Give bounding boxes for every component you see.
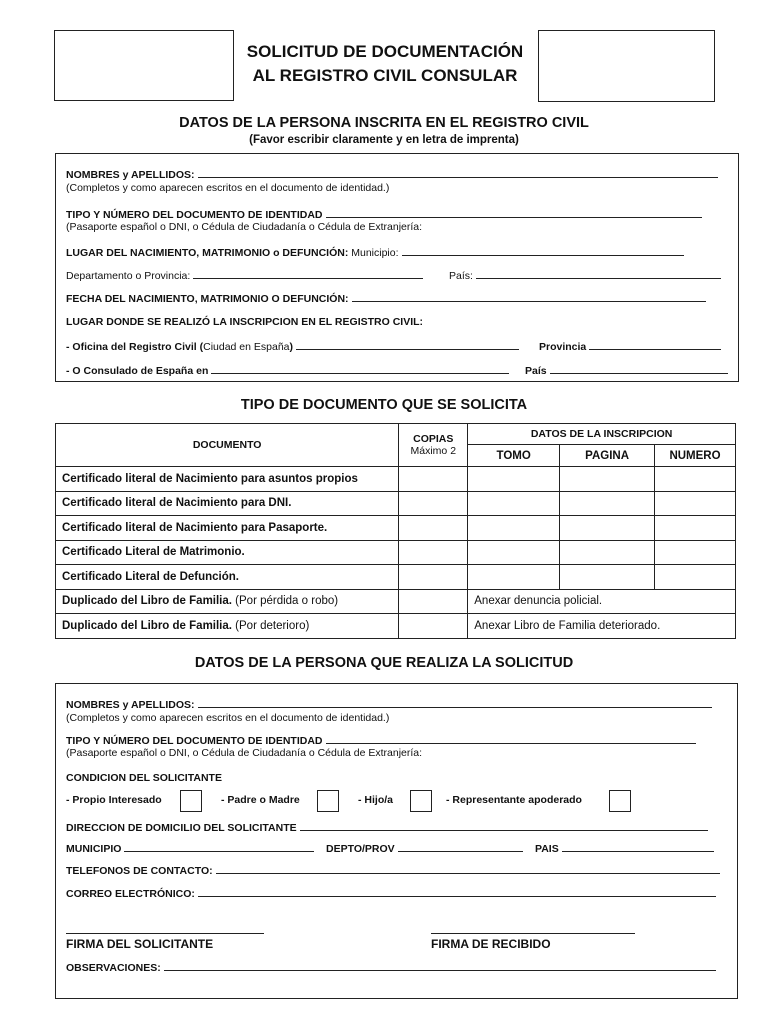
row-tomo-cell[interactable] (468, 516, 560, 541)
row-pagina-cell[interactable] (560, 565, 655, 590)
col-tomo: TOMO (468, 445, 560, 467)
header-left-box (54, 30, 234, 101)
row-pagina-cell[interactable] (560, 491, 655, 516)
table-row (56, 540, 736, 565)
firma-recibido-line[interactable] (431, 933, 635, 934)
s3-depto-label: DEPTO/PROV (326, 843, 395, 855)
row-numero-cell[interactable] (655, 540, 736, 565)
s3-condicion-label: CONDICION DEL SOLICITANTE (66, 772, 222, 784)
s1-tipo-doc-field[interactable] (326, 208, 702, 218)
s3-observaciones-field[interactable] (164, 961, 716, 971)
row-tomo-cell[interactable] (468, 491, 560, 516)
s3-tipo-doc-label: TIPO Y NÚMERO DEL DOCUMENTO DE IDENTIDAD (66, 735, 323, 747)
checkbox-hijo[interactable] (410, 790, 432, 812)
s3-nombres-label: NOMBRES y APELLIDOS: (66, 699, 195, 711)
s3-correo-label: CORREO ELECTRÓNICO: (66, 888, 195, 900)
col-copias-sub: Máximo 2 (410, 445, 457, 457)
row-doc-name (56, 589, 399, 614)
dup2-annex: Anexar Libro de Familia deteriorado. (468, 614, 736, 639)
section3-title: DATOS DE LA PERSONA QUE REALIZA LA SOLICITUD (194, 655, 574, 671)
col-pagina: PAGINA (560, 445, 655, 467)
s3-firma-solicitante: FIRMA DEL SOLICITANTE (66, 937, 214, 951)
col-documento: DOCUMENTO (56, 424, 399, 467)
row-pagina-cell[interactable] (560, 467, 655, 492)
col-copias-label: COPIAS (413, 433, 454, 445)
row-copias-cell[interactable] (399, 540, 468, 565)
row-copias-cell[interactable] (399, 614, 468, 639)
table-row (56, 589, 736, 614)
checkbox-propio-interesado[interactable] (180, 790, 202, 812)
s1-pais-label: País: (449, 270, 473, 282)
s3-telefonos-field[interactable] (216, 864, 720, 874)
row-copias-cell[interactable] (399, 491, 468, 516)
s1-oficina-field[interactable] (296, 340, 519, 350)
s1-oficina-close: ) (289, 341, 294, 353)
s1-consulado-field[interactable] (211, 364, 509, 374)
dup1-name: Duplicado del Libro de Familia. (62, 595, 232, 608)
row-doc-name: Certificado literal de Nacimiento para Pasaporte. (56, 516, 399, 541)
row-tomo-cell[interactable] (468, 565, 560, 590)
s3-firma-recibido: FIRMA DE RECIBIDO (431, 937, 551, 951)
row-doc-name: Certificado Literal de Matrimonio. (56, 540, 399, 565)
row-doc-name (56, 614, 399, 639)
dup1-note: (Por pérdida o robo) (235, 595, 339, 608)
row-pagina-cell[interactable] (560, 516, 655, 541)
s1-tipo-doc-label: TIPO Y NÚMERO DEL DOCUMENTO DE IDENTIDAD (66, 209, 323, 221)
s3-telefonos-label: TELEFONOS DE CONTACTO: (66, 865, 213, 877)
row-pagina-cell[interactable] (560, 540, 655, 565)
s3-observaciones-label: OBSERVACIONES: (66, 962, 161, 974)
s3-opt-representante: - Representante apoderado (446, 794, 582, 806)
s3-direccion-label: DIRECCION DE DOMICILIO DEL SOLICITANTE (66, 822, 297, 834)
s3-pais-label: PAIS (535, 843, 559, 855)
col-numero: NUMERO (655, 445, 736, 467)
form-title (234, 40, 536, 88)
s1-pais-field[interactable] (476, 269, 721, 279)
section3-frame (55, 683, 738, 999)
firma-solicitante-line[interactable] (66, 933, 264, 934)
s1-municipio-label: Municipio: (351, 247, 399, 259)
s1-pais2-label: País (525, 365, 547, 377)
dup2-name: Duplicado del Libro de Familia. (62, 619, 232, 632)
s1-consulado-label: - O Consulado de España en (66, 365, 209, 377)
s3-nombres-field[interactable] (198, 698, 712, 708)
s1-departamento-label: Departamento o Provincia: (66, 270, 191, 282)
document-table (55, 423, 736, 639)
s1-nombres-note: (Completos y como aparecen escritos en el documento de identidad.) (66, 182, 390, 194)
row-doc-name: Certificado literal de Nacimiento para asuntos propios (56, 467, 399, 492)
s3-depto-field[interactable] (398, 842, 523, 852)
s1-provincia-label: Provincia (539, 341, 587, 353)
table-row (56, 491, 736, 516)
s1-municipio-field[interactable] (402, 246, 684, 256)
dup2-note: (Por deterioro) (235, 619, 310, 632)
s3-opt-padre: - Padre o Madre (221, 794, 300, 806)
s1-provincia-field[interactable] (589, 340, 721, 350)
row-doc-name: Certificado literal de Nacimiento para DNI. (56, 491, 399, 516)
section2-title: TIPO DE DOCUMENTO QUE SE SOLICITA (240, 397, 528, 413)
row-numero-cell[interactable] (655, 467, 736, 492)
s3-nombres-note: (Completos y como aparecen escritos en el documento de identidad.) (66, 712, 390, 724)
s1-nombres-label: NOMBRES y APELLIDOS: (66, 169, 195, 181)
s1-oficina-paren: Ciudad en España (203, 341, 290, 353)
checkbox-representante[interactable] (609, 790, 631, 812)
s3-opt-propio: - Propio Interesado (66, 794, 162, 806)
form-title-line1: SOLICITUD DE DOCUMENTACIÓN (246, 42, 524, 61)
s3-pais-field[interactable] (562, 842, 714, 852)
row-numero-cell[interactable] (655, 516, 736, 541)
section1-frame (55, 153, 739, 382)
s1-lugar-inscripcion-label: LUGAR DONDE SE REALIZÓ LA INSCRIPCION EN EL REGISTRO CIVIL: (66, 316, 424, 328)
table-row (56, 565, 736, 590)
section1-subtitle: (Favor escribir claramente y en letra de imprenta) (249, 134, 519, 146)
row-tomo-cell[interactable] (468, 540, 560, 565)
s3-opt-hijo: - Hijo/a (358, 794, 394, 806)
s1-fecha-field[interactable] (352, 292, 706, 302)
form-title-line2: AL REGISTRO CIVIL CONSULAR (252, 66, 518, 85)
row-copias-cell[interactable] (399, 516, 468, 541)
s3-municipio-field[interactable] (124, 842, 314, 852)
s1-oficina-label: - Oficina del Registro Civil ( (66, 341, 204, 353)
s3-tipo-doc-field[interactable] (326, 734, 696, 744)
s1-lugar-label: LUGAR DEL NACIMIENTO, MATRIMONIO o DEFUNCIÓN: (66, 247, 349, 259)
s3-tipo-doc-note: (Pasaporte español o DNI, o Cédula de Ciudadanía o Cédula de Extranjería: (66, 747, 423, 759)
s1-pais2-field[interactable] (550, 364, 728, 374)
col-datos-inscripcion: DATOS DE LA INSCRIPCION (468, 424, 736, 445)
row-doc-name: Certificado Literal de Defunción. (56, 565, 399, 590)
checkbox-padre-madre[interactable] (317, 790, 339, 812)
s1-fecha-label: FECHA DEL NACIMIENTO, MATRIMONIO O DEFUNCIÓN: (66, 293, 349, 305)
s1-nombres-field[interactable] (198, 168, 718, 178)
row-copias-cell[interactable] (399, 565, 468, 590)
header-right-box (538, 30, 715, 102)
s3-municipio-label: MUNICIPIO (66, 843, 122, 855)
s3-direccion-field[interactable] (300, 821, 708, 831)
dup1-annex: Anexar denuncia policial. (468, 589, 736, 614)
s1-tipo-doc-note: (Pasaporte español o DNI, o Cédula de Ciudadanía o Cédula de Extranjería: (66, 221, 423, 233)
table-row (56, 467, 736, 492)
row-numero-cell[interactable] (655, 491, 736, 516)
s1-departamento-field[interactable] (193, 269, 423, 279)
row-tomo-cell[interactable] (468, 467, 560, 492)
table-row (56, 614, 736, 639)
section1-title: DATOS DE LA PERSONA INSCRITA EN EL REGISTRO CIVIL (179, 115, 589, 131)
row-numero-cell[interactable] (655, 565, 736, 590)
s3-correo-field[interactable] (198, 887, 716, 897)
table-row (56, 516, 736, 541)
row-copias-cell[interactable] (399, 589, 468, 614)
col-copias (399, 424, 468, 467)
row-copias-cell[interactable] (399, 467, 468, 492)
